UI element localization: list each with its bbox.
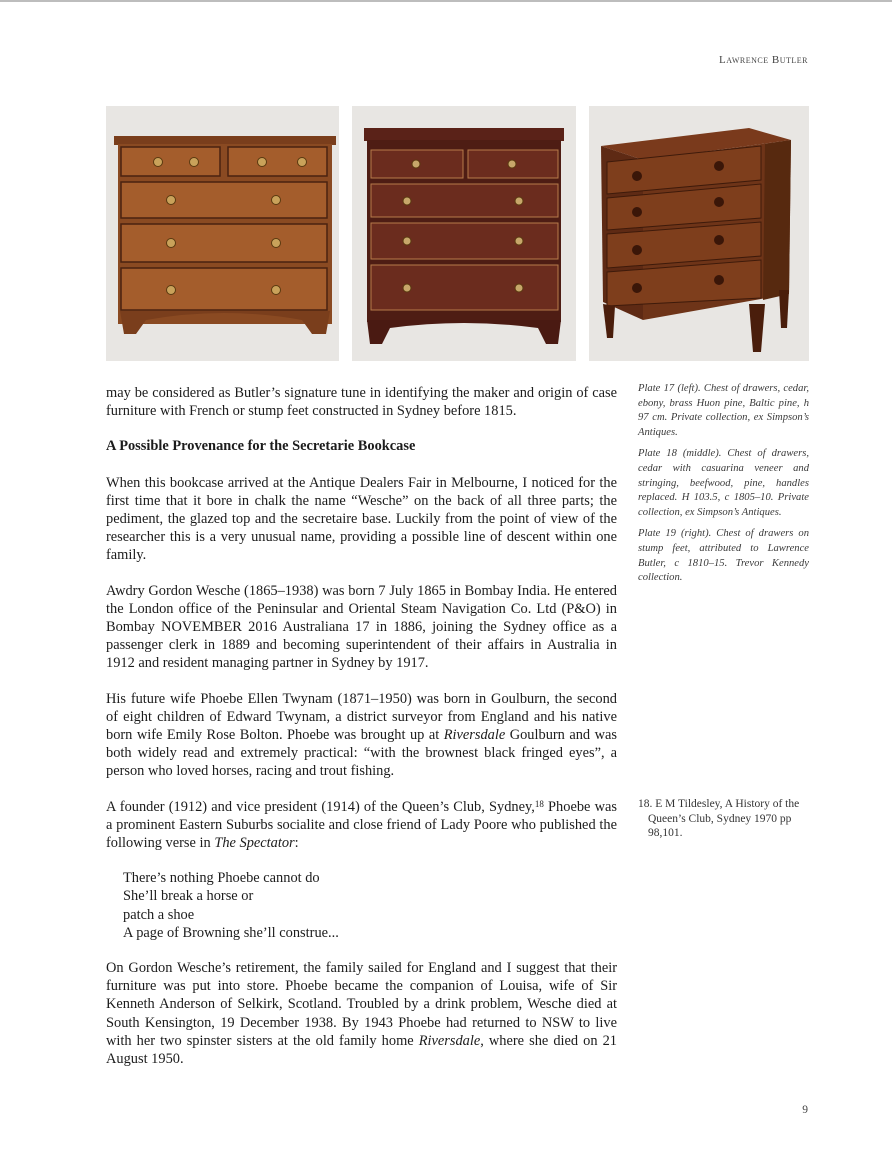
spectator-italic: The Spectator [214,835,295,852]
riversdale-italic: Riversdale [443,727,506,744]
paragraph-3: Awdry Gordon Wesche (1865–1938) was born 7 July 1865 in Bombay India. He entered the London office of the Peninsular and Oriental Steam Navigation Co. Ltd (P&O) in Bombay NOVEMBER 2016 Australiana 17 in 1886, joining the Sydney office as a passenger clerk in 1889 and becoming superintendent of their affairs in Australia in 1912 and resident managing partner in Sydney by 1917. [106,582,617,672]
paragraph-1: may be considered as Butler’s signature tune in identifying the maker and origin of case furniture with French or stump feet constructed in Sydney before 1815. [106,385,617,420]
footnote-18 [638,797,809,841]
verse-block [123,869,617,942]
chest-of-drawers-right-icon [589,106,809,361]
caption-plate-18: Plate 18 (middle). Chest of drawers, cedar with casuarina veneer and stringing, beefwood, pine, handles replaced. H 103.5, c 1805–10. Private collection, ex Simpson’s Antiques. [638,448,809,518]
paragraph-2: When this bookcase arrived at the Antique Dealers Fair in Melbourne, I noticed for the first time that it bore in chalk the name “Wesche” on the back of all three parts; the pediment, the glazed top and the secretaire base. Luckily from the point of view of the researcher this is a very unusual name, providing a possible line of descent within one family. [106,474,617,564]
footnote-ref-18[interactable]: 18 [534,798,544,809]
section-heading: A Possible Provenance for the Secretarie Bookcase [106,438,416,455]
plate-19-image [589,106,809,361]
chest-of-drawers-middle-icon [352,106,576,361]
footnote-text: 18. E M Tildesley, A History of the Queen’s Club, Sydney 1970 pp 98,101. [638,798,800,840]
caption-plate-19: Plate 19 (right). Chest of drawers on stump feet, attributed to Lawrence Butler, c 1810–15. Trevor Kennedy collection. [638,528,809,584]
main-text-column [106,384,617,1085]
verse-line: patch a shoe [123,906,195,923]
plate-captions [638,382,809,593]
page-number: 9 [802,1104,808,1116]
plate-17-image [106,106,339,361]
verse-line: A page of Browning she’ll construe... [123,924,339,941]
riversdale-italic: Riversdale [418,1032,481,1049]
paragraph-6: On Gordon Wesche’s retirement, the family sailed for England and I suggest that their furniture was put into store. Phoebe became the companion of Louisa, wife of Sir Kenneth Anderson of Selkirk, Scotland. Troubled by a drink problem, Wesche died at South Kensington, 19 December 1938. By 1943 Phoebe had returned to NSW to live with her two spinster sisters at the old family home Riversdale, where she died on 21 August 1950. [106,960,618,1068]
top-rule [0,0,892,2]
plate-18-image [352,106,576,361]
verse-line: There’s nothing Phoebe cannot do [123,870,320,887]
chest-of-drawers-left-icon [106,106,339,361]
caption-plate-17: Plate 17 (left). Chest of drawers, cedar, ebony, brass Huon pine, Baltic pine, h 97 cm. Private collection, ex Simpson’s Antiques. [638,383,809,438]
running-head: Lawrence Butler [719,54,808,66]
verse-line: She’ll break a horse or [123,888,254,905]
paragraph-4: His future wife Phoebe Ellen Twynam (1871–1950) was born in Goulburn, the second of eight children of Edward Twynam, a district surveyor from England and his native born wife Emily Rose Bolton. Phoebe was brought up at Riversdale Goulburn and was both widely read and extremely practical: “with the brownest black fringed eyes”, a person who loved horses, racing and trout fishing. [106,690,617,780]
paragraph-5: A founder (1912) and vice president (1914) of the Queen’s Club, Sydney,$^{18}$ Phoebe was a prominent Eastern Suburbs socialite and close friend of Lady Poore who published the following verse in The Spectator: [106,798,617,852]
